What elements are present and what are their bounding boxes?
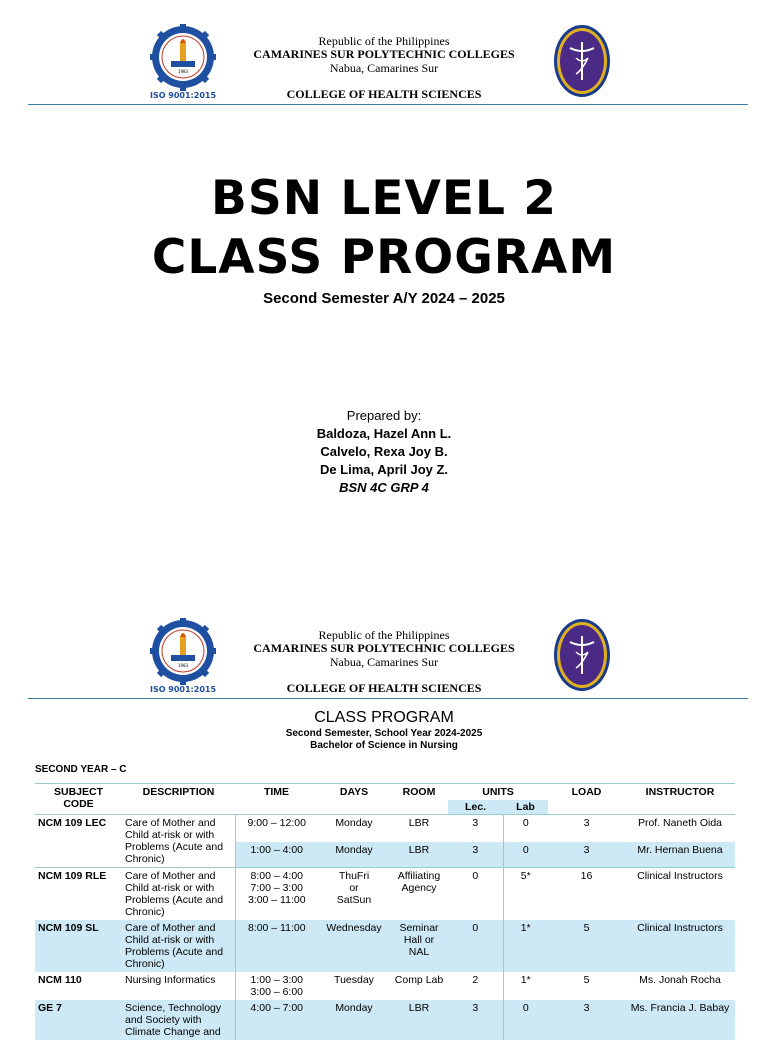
cell-time: 4:00 – 7:00 [235, 1000, 318, 1040]
cell-lab: 5* [503, 868, 548, 921]
th-instructor: INSTRUCTOR [625, 784, 735, 815]
letterhead-top [0, 0, 768, 110]
cell-lec: 0 [472, 922, 479, 934]
cell-lab: 1* [503, 972, 548, 1000]
th-time: TIME [235, 784, 318, 815]
cell-time: 9:00 – 12:00 [235, 815, 318, 842]
cell-room: LBR [408, 817, 430, 829]
th-lec: Lec. [448, 800, 503, 815]
cell-code: NCM 109 LEC [38, 817, 107, 829]
cell-time: 8:00 – 11:00 [235, 920, 318, 972]
author-name: Calvelo, Rexa Joy B. [320, 444, 448, 459]
section-label: SECOND YEAR – C [35, 764, 127, 775]
cell-instructor: Clinical Instructors [637, 922, 723, 934]
address-line: Nabua, Camarines Sur [329, 61, 439, 75]
cell-load: 3 [583, 1002, 590, 1014]
table-row [35, 868, 735, 921]
th-room: ROOM [390, 784, 448, 815]
health-sciences-seal [553, 618, 611, 692]
cell-desc: Care of Mother and Child at-risk or with Problems (Acute and Chronic) [125, 922, 224, 970]
cell-time: 1:00 – 4:00 [235, 842, 318, 868]
prepared-block [0, 407, 768, 497]
college-name: CAMARINES SUR POLYTECHNIC COLLEGES [253, 641, 515, 655]
cover-title-line2: CLASS PROGRAM [151, 230, 617, 285]
cell-code: NCM 109 RLE [38, 870, 107, 882]
dept-name: COLLEGE OF HEALTH SCIENCES [286, 87, 482, 101]
author-name: De Lima, April Joy Z. [319, 462, 449, 477]
cell-desc: Science, Technology and Society with Climate Change and [125, 1002, 222, 1038]
cell-lec: 0 [472, 870, 479, 882]
cell-days: ThuFri or SatSun [336, 870, 372, 906]
program-sub2: Bachelor of Science in Nursing [310, 740, 458, 751]
cell-days: Tuesday [334, 974, 374, 986]
table-row [35, 920, 735, 972]
cell-days: Monday [335, 843, 373, 856]
prepared-label: Prepared by: [346, 408, 422, 423]
cell-days: Monday [335, 817, 373, 829]
republic-line: Republic of the Philippines [318, 34, 450, 48]
cell-code: NCM 110 [38, 974, 82, 986]
header-rule [28, 104, 748, 105]
cell-code: NCM 109 SL [38, 922, 99, 934]
cell-lec: 3 [472, 817, 479, 829]
health-sciences-seal [553, 24, 611, 98]
th-days: DAYS [318, 784, 390, 815]
cell-days: Monday [335, 1002, 373, 1014]
letterhead-bottom [0, 594, 768, 704]
program-title: CLASS PROGRAM [314, 709, 454, 726]
cell-time: 1:00 – 3:00 3:00 – 6:00 [235, 972, 318, 1000]
cell-lec: 3 [472, 1002, 479, 1014]
author-name: Baldoza, Hazel Ann L. [316, 426, 452, 441]
cover-subtitle: Second Semester A/Y 2024 – 2025 [263, 290, 505, 307]
cell-instructor: Ms. Jonah Rocha [639, 974, 721, 986]
cell-desc: Nursing Informatics [125, 974, 216, 986]
cell-load: 3 [583, 817, 590, 829]
cell-lab: 0 [503, 815, 548, 842]
table-row [35, 815, 735, 842]
cell-room: LBR [408, 1002, 430, 1014]
cell-room: Affiliating Agency [397, 870, 441, 894]
class-program-table [35, 783, 735, 1040]
cell-lab: 1* [503, 920, 548, 972]
cell-lab: 0 [503, 842, 548, 868]
cell-load: 3 [583, 843, 590, 856]
college-name: CAMARINES SUR POLYTECHNIC COLLEGES [253, 47, 515, 61]
cell-instructor: Mr. Hernan Buena [637, 843, 723, 856]
cell-load: 16 [580, 870, 593, 882]
cell-code: GE 7 [38, 1002, 62, 1014]
cell-lec: 3 [472, 843, 479, 856]
dept-name: COLLEGE OF HEALTH SCIENCES [286, 681, 482, 695]
cell-days: Wednesday [326, 922, 382, 934]
th-subject-code: SUBJECT CODE [35, 784, 122, 815]
table-row [35, 1000, 735, 1040]
cell-lec: 2 [472, 974, 479, 986]
cell-instructor: Clinical Instructors [637, 870, 723, 882]
cover-title-line1: BSN LEVEL 2 [211, 171, 557, 226]
address-line: Nabua, Camarines Sur [329, 655, 439, 669]
cell-desc: Care of Mother and Child at-risk or with Problems (Acute and Chronic) [125, 817, 224, 865]
cell-room: Comp Lab [394, 974, 444, 986]
cell-room: Seminar Hall or NAL [399, 922, 439, 958]
cell-instructor: Ms. Francia J. Babay [630, 1002, 730, 1014]
th-units: UNITS [448, 784, 548, 801]
th-description: DESCRIPTION [122, 784, 235, 815]
republic-line: Republic of the Philippines [318, 628, 450, 642]
iso-label: ISO 9001:2015 [150, 685, 216, 694]
iso-label: ISO 9001:2015 [150, 91, 216, 100]
cell-room: LBR [408, 843, 430, 856]
header-rule [28, 698, 748, 699]
cell-time: 8:00 – 4:00 7:00 – 3:00 3:00 – 11:00 [235, 868, 318, 921]
cell-load: 5 [583, 974, 590, 986]
seal-year: 1983 [177, 663, 189, 668]
cell-desc: Care of Mother and Child at-risk or with Problems (Acute and Chronic) [125, 870, 224, 918]
cell-load: 5 [583, 922, 590, 934]
table-row [35, 972, 735, 1000]
cell-lab: 0 [503, 1000, 548, 1040]
program-sub1: Second Semester, School Year 2024-2025 [285, 728, 483, 739]
th-load: LOAD [548, 784, 625, 815]
cell-instructor: Prof. Naneth Oida [637, 817, 723, 829]
seal-year: 1983 [177, 69, 189, 74]
th-lab: Lab [503, 800, 548, 815]
group-label: BSN 4C GRP 4 [339, 480, 429, 495]
